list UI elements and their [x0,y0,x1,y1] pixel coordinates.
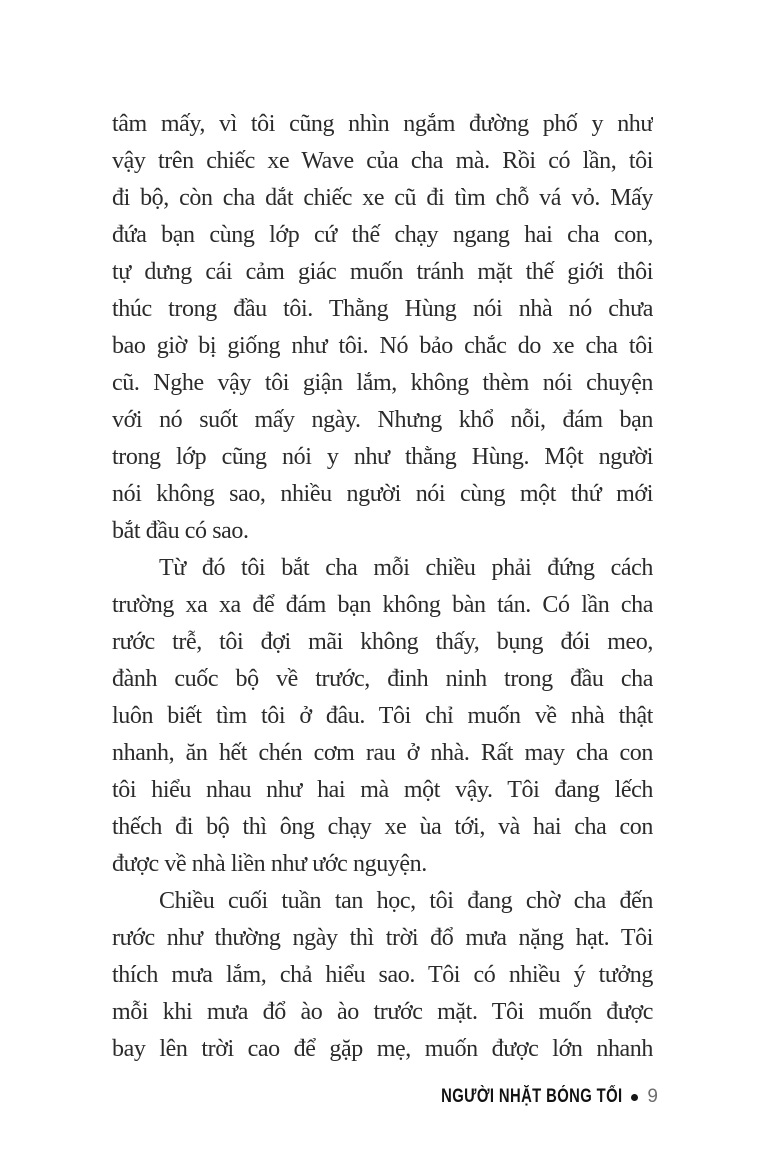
text-line: rước trễ, tôi đợi mãi không thấy, bụng đói meo, [112,629,653,655]
text-line: được về nhà liền như ước nguyện. [112,851,427,877]
text-line: tự dưng cái cảm giác muốn tránh mặt thế giới thôi [112,259,653,285]
text-line: trường xa xa để đám bạn không bàn tán. Có lần cha [112,592,653,618]
text-line: vậy trên chiếc xe Wave của cha mà. Rồi có lần, tôi [112,148,653,174]
text-line: bay lên trời cao để gặp mẹ, muốn được lớn nhanh [112,1036,653,1062]
text-line: luôn biết tìm tôi ở đâu. Tôi chỉ muốn về nhà thật [112,703,653,729]
text-line: tâm mấy, vì tôi cũng nhìn ngắm đường phố y như [112,111,653,137]
text-line: đi bộ, còn cha dắt chiếc xe cũ đi tìm chỗ vá vỏ. Mấy [112,185,653,211]
paragraph [112,106,653,550]
text-line: Từ đó tôi bắt cha mỗi chiều phải đứng cách [159,555,653,581]
text-line: Chiều cuối tuần tan học, tôi đang chờ cha đến [159,888,653,914]
text-line: mỗi khi mưa đổ ào ào trước mặt. Tôi muốn được [112,999,653,1025]
text-line: thếch đi bộ thì ông chạy xe ùa tới, và hai cha con [112,814,653,840]
text-line: đành cuốc bộ về trước, đinh ninh trong đầu cha [112,666,653,692]
text-line: thích mưa lắm, chả hiểu sao. Tôi có nhiều ý tưởng [112,962,653,988]
paragraph [112,883,653,1068]
footer-page-number: 9 [647,1086,658,1107]
footer-book-title: NGƯỜI NHẶT BÓNG TỐI [441,1086,623,1107]
separator-dot-icon [631,1094,638,1101]
text-line: tôi hiểu nhau như hai mà một vậy. Tôi đang lếch [112,777,653,803]
paragraph [112,550,653,883]
text-line: nói không sao, nhiều người nói cùng một thứ mới [112,481,653,507]
text-line: trong lớp cũng nói y như thằng Hùng. Một người [112,444,653,470]
text-line: đứa bạn cùng lớp cứ thế chạy ngang hai cha con, [112,222,653,248]
text-line: với nó suốt mấy ngày. Nhưng khổ nỗi, đám bạn [112,407,653,433]
text-line: thúc trong đầu tôi. Thằng Hùng nói nhà nó chưa [112,296,653,322]
text-line: nhanh, ăn hết chén cơm rau ở nhà. Rất may cha con [112,740,653,766]
text-line: bắt đầu có sao. [112,518,249,544]
text-line: bao giờ bị giống như tôi. Nó bảo chắc do xe cha tôi [112,333,653,359]
page-text [112,106,653,1068]
text-line: cũ. Nghe vậy tôi giận lắm, không thèm nói chuyện [112,370,653,396]
page-footer [390,1083,658,1111]
text-line: rước như thường ngày thì trời đổ mưa nặng hạt. Tôi [112,925,653,951]
